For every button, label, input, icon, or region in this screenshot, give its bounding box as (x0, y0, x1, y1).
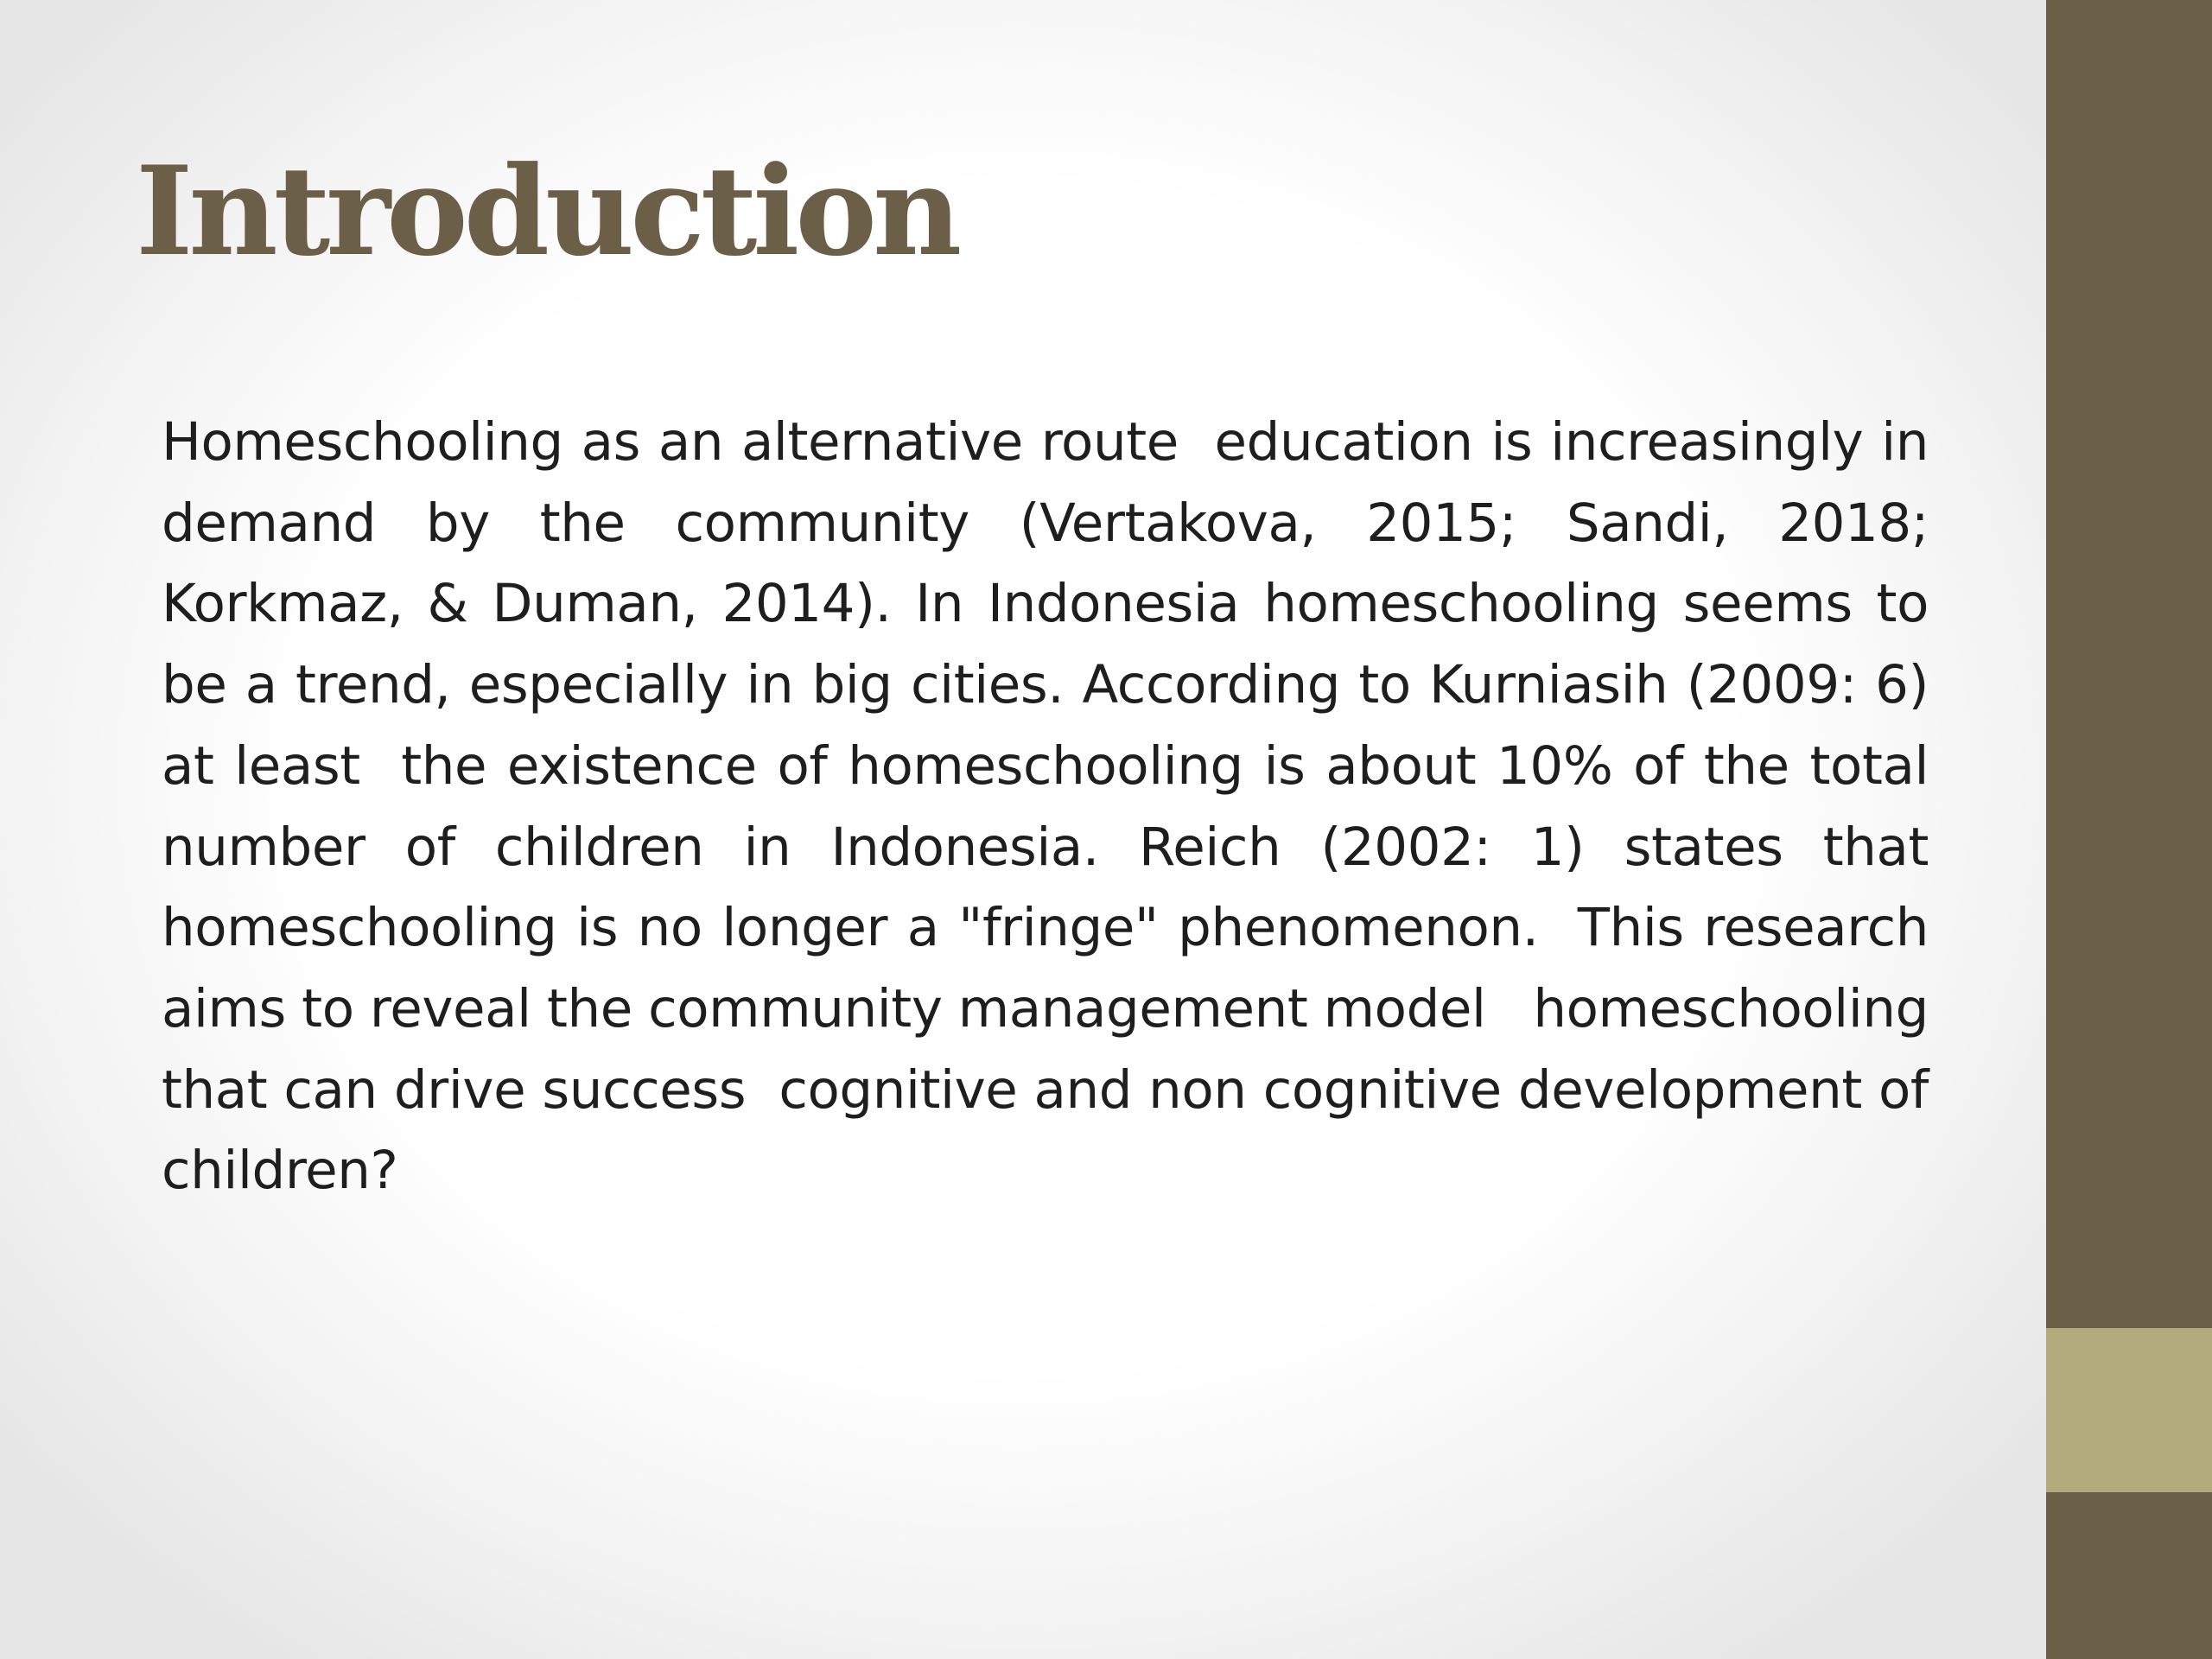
slide-body-text: Homeschooling as an alternative route education is increasingly in demand by the community (Vertakova, 2015; Sandi, 2018; Korkmaz, & Duman, 2014). In Indonesia homeschooling seems to be a trend, especially in big cities. According to Kurniasih (2009: 6) at least the existence of homeschooling is about 10% of the total number of children in Indonesia. Reich (2002: 1) states that homeschooling is no longer a "fringe" phenomenon. This research aims to reveal the community management model homeschooling that can drive success cognitive and non cognitive development of children? (162, 411, 1973, 1202)
decorative-side-accent (2046, 1328, 2212, 1492)
slide-title: Introduction (136, 140, 958, 283)
